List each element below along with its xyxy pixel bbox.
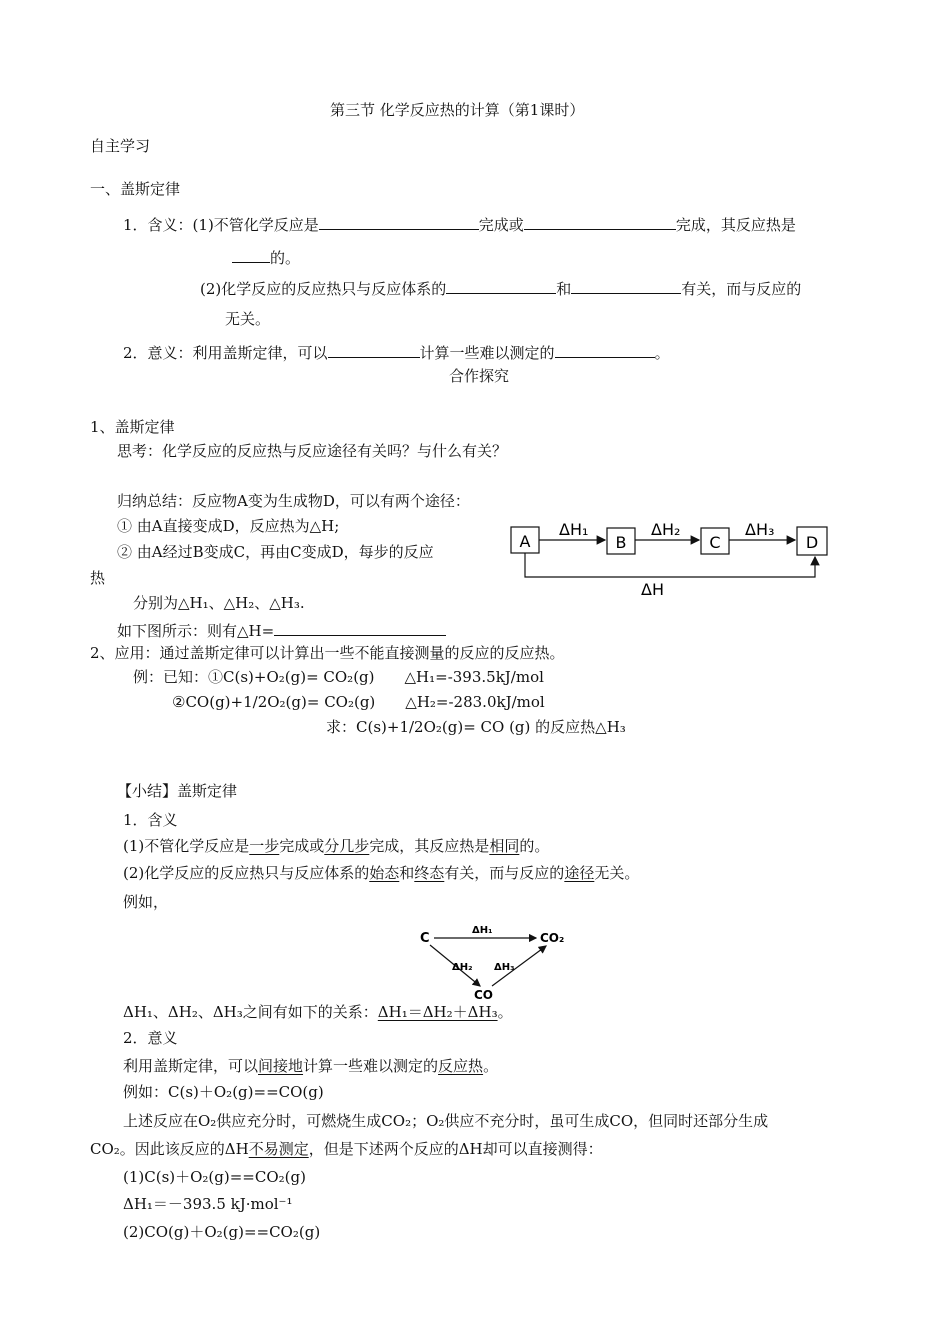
fill-blank[interactable] bbox=[328, 343, 420, 358]
text: 如下图所示：则有△H= bbox=[117, 622, 275, 640]
text: 。 bbox=[497, 1003, 513, 1021]
bottom-path-arrow bbox=[525, 553, 815, 577]
answer: 一步 bbox=[249, 837, 280, 855]
text: (1)不管化学反应是 bbox=[123, 837, 250, 855]
conclusion-p4: 例如：C(s)＋O₂(g)==CO(g) bbox=[123, 1083, 324, 1101]
triangle-co-label: CO bbox=[474, 988, 494, 1002]
conclusion-meaning-heading: 1．含义 bbox=[123, 811, 178, 829]
delta-h3-label: ΔH₃ bbox=[745, 520, 775, 539]
application-heading: 2、应用：通过盖斯定律可以计算出一些不能直接测量的反应的反应热。 bbox=[90, 644, 565, 662]
answer: ΔH₁＝ΔH₂＋ΔH₃ bbox=[377, 1003, 498, 1021]
text: (2)化学反应的反应热只与反应体系的 bbox=[123, 864, 370, 882]
text: 有关，而与反应的 bbox=[444, 864, 565, 882]
conclusion-significance-heading: 2．意义 bbox=[123, 1029, 178, 1047]
node-c-label: C bbox=[709, 533, 721, 552]
cooperative-heading: 合作探究 bbox=[449, 367, 510, 385]
triangle-dh3-label: ΔH₃ bbox=[494, 962, 515, 973]
meaning-line-4: 无关。 bbox=[225, 310, 271, 328]
path-3: 分别为△H₁、△H₂、△H₃. bbox=[133, 594, 305, 612]
delta-h-total-label: ΔH bbox=[641, 580, 664, 599]
conclusion-p6 bbox=[90, 1142, 603, 1157]
conclusion-p8: ΔH₁＝－393.5 kJ·mol⁻¹ bbox=[123, 1195, 293, 1213]
text: 。 bbox=[483, 1057, 499, 1075]
answer: 反应热 bbox=[438, 1057, 484, 1075]
text: ΔH₁、ΔH₂、ΔH₃之间有如下的关系： bbox=[123, 1003, 378, 1021]
meaning-line-2 bbox=[232, 248, 300, 266]
example-question: 求：C(s)+1/2O₂(g)= CO (g) 的反应热△H₃ bbox=[326, 718, 626, 736]
fill-blank[interactable] bbox=[571, 279, 681, 294]
hess-flow-diagram bbox=[505, 515, 840, 600]
section-heading-hess: 一、盖斯定律 bbox=[90, 180, 181, 198]
text: 1．含义：(1)不管化学反应是 bbox=[123, 216, 319, 234]
answer: 终态 bbox=[414, 864, 445, 882]
triangle-dh1-label: ΔH₁ bbox=[472, 925, 493, 936]
text: ，但是下述两个反应的ΔH却可以直接测得： bbox=[308, 1140, 603, 1158]
cooperative-section-1: 1、盖斯定律 bbox=[90, 418, 175, 436]
node-b-label: B bbox=[615, 533, 627, 552]
page-title: 第三节 化学反应热的计算（第1课时） bbox=[330, 101, 585, 119]
answer: 分几步 bbox=[324, 837, 370, 855]
example-1: 例：已知：①C(s)+O₂(g)= CO₂(g) △H₁=-393.5kJ/mol bbox=[133, 668, 544, 686]
relation-line bbox=[123, 1005, 513, 1020]
conclusion-p9: (2)CO(g)＋O₂(g)==CO₂(g) bbox=[123, 1223, 321, 1241]
fill-blank[interactable] bbox=[555, 343, 655, 358]
conclusion-example: 例如， bbox=[123, 893, 169, 911]
text: 利用盖斯定律，可以 bbox=[123, 1057, 259, 1075]
text: 计算一些难以测定的 bbox=[419, 344, 555, 362]
text: 的。 bbox=[270, 249, 301, 267]
path-4 bbox=[117, 621, 446, 639]
text: 无关。 bbox=[594, 864, 640, 882]
conclusion-heading: 【小结】盖斯定律 bbox=[117, 782, 238, 800]
text: 的。 bbox=[519, 837, 550, 855]
answer: 途径 bbox=[564, 864, 595, 882]
delta-h2-label: ΔH₂ bbox=[651, 520, 681, 539]
text: 和 bbox=[399, 864, 415, 882]
path-2-cont: 热 bbox=[90, 569, 106, 587]
fill-blank[interactable] bbox=[524, 215, 676, 230]
hess-triangle-diagram bbox=[410, 920, 580, 1005]
text: 和 bbox=[556, 280, 572, 298]
fill-blank[interactable] bbox=[319, 215, 479, 230]
text: 完成，其反应热是 bbox=[675, 216, 796, 234]
fill-blank[interactable] bbox=[274, 621, 446, 636]
summary-line: 归纳总结：反应物A变为生成物D，可以有两个途径： bbox=[117, 492, 470, 510]
node-a-label: A bbox=[519, 532, 531, 551]
conclusion-p7: (1)C(s)＋O₂(g)==CO₂(g) bbox=[123, 1168, 306, 1186]
text: 完成，其反应热是 bbox=[369, 837, 490, 855]
answer: 始态 bbox=[369, 864, 400, 882]
significance-line bbox=[123, 343, 670, 361]
think-question: 思考：化学反应的反应热与反应途径有关吗？与什么有关？ bbox=[117, 442, 508, 460]
text: 计算一些难以测定的 bbox=[303, 1057, 439, 1075]
text: CO₂。因此该反应的ΔH bbox=[90, 1140, 249, 1158]
answer: 相同 bbox=[489, 837, 520, 855]
text: 完成或 bbox=[279, 837, 325, 855]
triangle-c-label: C bbox=[420, 931, 430, 946]
example-2: ②CO(g)+1/2O₂(g)= CO₂(g) △H₂=-283.0kJ/mol bbox=[172, 693, 545, 711]
conclusion-p5: 上述反应在O₂供应充分时，可燃烧生成CO₂；O₂供应不充分时，虽可生成CO，但同时还部分生成 bbox=[123, 1112, 769, 1130]
text: 。 bbox=[654, 344, 670, 362]
path-2: ② 由A经过B变成C，再由C变成D，每步的反应 bbox=[117, 543, 434, 561]
text: 完成或 bbox=[478, 216, 524, 234]
text: (2)化学反应的反应热只与反应体系的 bbox=[200, 280, 447, 298]
fill-blank[interactable] bbox=[446, 279, 556, 294]
triangle-co2-label: CO₂ bbox=[540, 931, 565, 945]
conclusion-p1 bbox=[123, 839, 549, 854]
fill-blank[interactable] bbox=[232, 248, 270, 263]
path-1: ① 由A直接变成D，反应热为△H; bbox=[117, 517, 340, 535]
answer: 间接地 bbox=[258, 1057, 304, 1075]
node-d-label: D bbox=[805, 533, 819, 552]
triangle-dh2-label: ΔH₂ bbox=[452, 962, 473, 973]
text: 有关，而与反应的 bbox=[681, 280, 802, 298]
meaning-line-3 bbox=[200, 279, 801, 297]
meaning-line-1 bbox=[123, 215, 796, 233]
answer: 不易测定 bbox=[248, 1140, 309, 1158]
self-study-heading: 自主学习 bbox=[90, 137, 151, 155]
text: 2．意义：利用盖斯定律，可以 bbox=[123, 344, 328, 362]
conclusion-p2 bbox=[123, 866, 639, 881]
conclusion-p3 bbox=[123, 1059, 498, 1074]
delta-h1-label: ΔH₁ bbox=[559, 520, 589, 539]
